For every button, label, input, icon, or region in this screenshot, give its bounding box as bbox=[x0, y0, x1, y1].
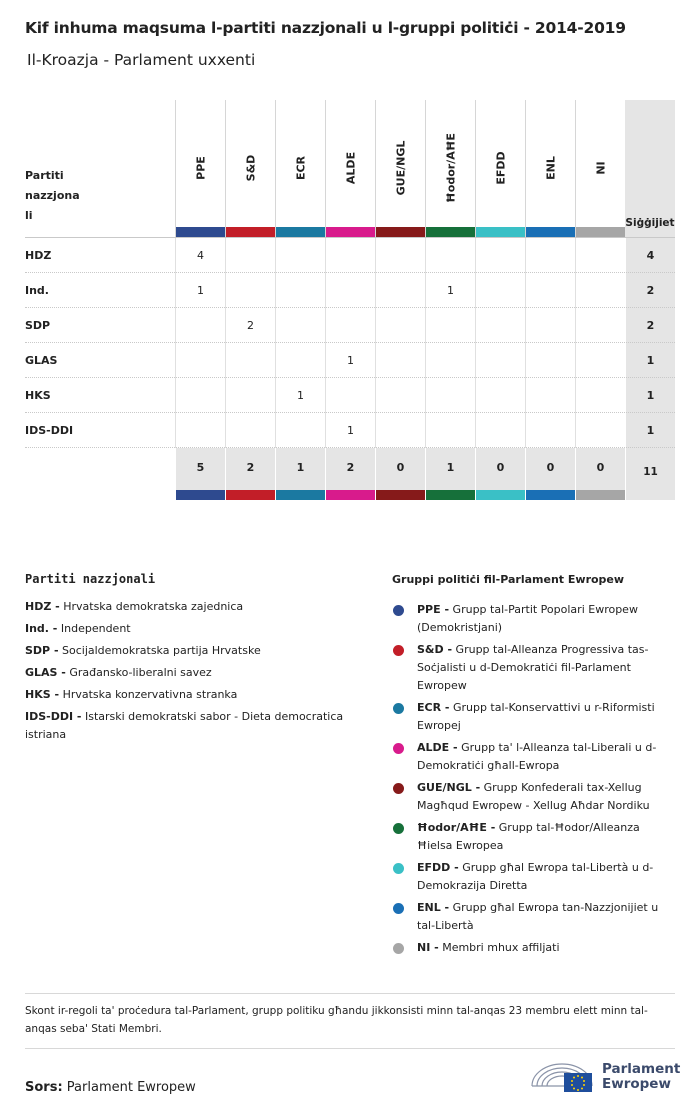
political-group-abbr: EFDD - bbox=[417, 861, 459, 874]
table-row bbox=[25, 237, 675, 272]
row-party-label: HKS bbox=[25, 389, 51, 402]
row-party-label: HDZ bbox=[25, 249, 52, 262]
seat-distribution-matrix bbox=[25, 100, 675, 500]
national-party-name: Građansko-liberalni savez bbox=[69, 666, 212, 679]
page-title: Kif inhuma maqsuma l-partiti nazzjonali u l-gruppi politiċi - 2014-2019 bbox=[25, 19, 626, 37]
seat-cell: 1 bbox=[425, 273, 475, 308]
group-color-bar bbox=[376, 227, 425, 237]
political-group-name: Grupp għal Ewropa tan-Nazzjonijiet u tal-Libertà bbox=[417, 901, 659, 932]
group-color-dot-icon bbox=[393, 645, 404, 656]
group-color-bar bbox=[226, 227, 275, 237]
seat-cell bbox=[375, 238, 425, 273]
seat-cell bbox=[375, 378, 425, 413]
group-column-header bbox=[425, 100, 475, 237]
seat-cell bbox=[525, 378, 575, 413]
seat-cell bbox=[475, 413, 525, 448]
seat-cell bbox=[475, 273, 525, 308]
seat-cell bbox=[575, 273, 625, 308]
political-group-item bbox=[392, 939, 677, 957]
group-color-dot-icon bbox=[393, 903, 404, 914]
seat-cell bbox=[525, 308, 575, 343]
group-column-header bbox=[225, 100, 275, 237]
political-group-abbr: Ħodor/AĦE - bbox=[417, 821, 496, 834]
political-group-abbr: ENL - bbox=[417, 901, 450, 914]
group-header-label: ALDE bbox=[344, 151, 357, 185]
table-row bbox=[25, 307, 675, 342]
political-group-item bbox=[392, 859, 677, 895]
national-party-name: Hrvatska konzervativna stranka bbox=[62, 688, 238, 701]
seat-cell bbox=[275, 343, 325, 378]
group-color-bar bbox=[426, 490, 475, 500]
group-column-header bbox=[475, 100, 525, 237]
national-party-name: Istarski demokratski sabor - Dieta democratica istriana bbox=[25, 710, 344, 741]
seat-cell bbox=[375, 273, 425, 308]
row-party-label: GLAS bbox=[25, 354, 58, 367]
row-party-label: IDS-DDI bbox=[25, 424, 74, 437]
group-color-bar bbox=[576, 227, 625, 237]
seat-cell bbox=[225, 273, 275, 308]
group-total-value: 0 bbox=[496, 461, 505, 474]
seat-cell bbox=[475, 343, 525, 378]
political-group-item bbox=[392, 779, 677, 815]
political-group-item bbox=[392, 601, 677, 637]
national-party-name: Independent bbox=[60, 622, 131, 635]
seat-cell: 1 bbox=[325, 343, 375, 378]
seat-cell: 4 bbox=[175, 238, 225, 273]
political-group-item bbox=[392, 739, 677, 775]
group-total-value: 1 bbox=[296, 461, 305, 474]
political-group-name: Grupp tal-Alleanza Progressiva tas-Soċjalisti u d-Demokratiċi fil-Parlament Ewropew bbox=[417, 643, 649, 692]
seat-cell bbox=[425, 378, 475, 413]
seat-cell: 2 bbox=[225, 308, 275, 343]
group-total-cell bbox=[525, 448, 575, 500]
table-row bbox=[25, 412, 675, 447]
group-column-header bbox=[275, 100, 325, 237]
seat-cell bbox=[325, 273, 375, 308]
group-total-cell bbox=[275, 448, 325, 500]
group-color-bar bbox=[576, 490, 625, 500]
seat-cell: 1 bbox=[175, 273, 225, 308]
group-header-label: PPE bbox=[194, 156, 207, 180]
source-line bbox=[25, 1080, 196, 1095]
seat-cell bbox=[475, 308, 525, 343]
source-value: Parlament Ewropew bbox=[66, 1080, 196, 1095]
seats-column-label: Siġġijiet bbox=[625, 217, 675, 229]
national-party-name: Socijaldemokratska partija Hrvatske bbox=[62, 644, 261, 657]
grand-total-cell bbox=[625, 448, 675, 500]
seat-cell bbox=[575, 378, 625, 413]
political-group-item bbox=[392, 819, 677, 855]
group-column-header bbox=[575, 100, 625, 237]
party-column-header: Partiti nazzjona li bbox=[25, 169, 80, 222]
seat-cell bbox=[525, 273, 575, 308]
national-party-abbr: SDP - bbox=[25, 644, 59, 657]
seat-cell: 1 bbox=[325, 413, 375, 448]
row-total-cell: 4 bbox=[625, 238, 675, 273]
seat-cell bbox=[575, 343, 625, 378]
group-total-value: 2 bbox=[346, 461, 355, 474]
group-color-dot-icon bbox=[393, 823, 404, 834]
parliament-logo-text bbox=[602, 1062, 680, 1092]
seat-cell bbox=[475, 238, 525, 273]
political-group-abbr: GUE/NGL - bbox=[417, 781, 481, 794]
group-column-header bbox=[525, 100, 575, 237]
national-party-item bbox=[25, 664, 355, 682]
group-total-cell bbox=[475, 448, 525, 500]
group-color-bar bbox=[276, 490, 325, 500]
seat-cell bbox=[525, 413, 575, 448]
group-header-label: NI bbox=[594, 161, 607, 175]
national-party-item bbox=[25, 686, 355, 704]
national-party-abbr: GLAS - bbox=[25, 666, 66, 679]
seat-cell bbox=[175, 413, 225, 448]
group-column-header bbox=[325, 100, 375, 237]
group-color-bar bbox=[176, 227, 225, 237]
national-party-item bbox=[25, 708, 355, 744]
group-total-value: 1 bbox=[446, 461, 455, 474]
group-total-cell bbox=[325, 448, 375, 500]
group-color-bar bbox=[226, 490, 275, 500]
totals-row bbox=[25, 447, 675, 499]
political-group-abbr: ALDE - bbox=[417, 741, 458, 754]
seat-cell bbox=[425, 238, 475, 273]
logo-line-1: Parlament bbox=[602, 1061, 681, 1077]
row-total-cell: 2 bbox=[625, 273, 675, 308]
group-color-dot-icon bbox=[393, 703, 404, 714]
seat-cell bbox=[425, 343, 475, 378]
group-color-bar bbox=[376, 490, 425, 500]
seat-cell bbox=[375, 413, 425, 448]
group-total-value: 0 bbox=[596, 461, 605, 474]
table-row bbox=[25, 342, 675, 377]
group-total-cell bbox=[425, 448, 475, 500]
group-color-bar bbox=[476, 490, 525, 500]
row-party-label: SDP bbox=[25, 319, 51, 332]
rules-note: Skont ir-regoli ta' proċedura tal-Parlament, grupp politiku għandu jikkonsisti minn tal-anqas 23 membru elett minn tal-anqas seba' Stati Membri. bbox=[25, 993, 675, 1049]
group-color-bar bbox=[476, 227, 525, 237]
seat-cell bbox=[325, 308, 375, 343]
political-group-item bbox=[392, 699, 677, 735]
national-party-abbr: Ind. - bbox=[25, 622, 58, 635]
group-color-bar bbox=[326, 490, 375, 500]
table-row bbox=[25, 272, 675, 307]
seat-cell bbox=[575, 413, 625, 448]
seats-column-header bbox=[625, 100, 675, 237]
seat-cell bbox=[275, 308, 325, 343]
political-group-name: Membri mhux affiljati bbox=[442, 941, 560, 954]
source-label: Sors: bbox=[25, 1080, 63, 1095]
group-total-cell bbox=[175, 448, 225, 500]
political-group-abbr: PPE - bbox=[417, 603, 450, 616]
seat-cell bbox=[275, 238, 325, 273]
seat-cell bbox=[475, 378, 525, 413]
page-subtitle: Il-Kroazja - Parlament uxxenti bbox=[27, 51, 256, 69]
group-column-header bbox=[175, 100, 225, 237]
group-header-label: S&D bbox=[244, 154, 257, 182]
row-total-cell: 2 bbox=[625, 308, 675, 343]
row-total-cell: 1 bbox=[625, 413, 675, 448]
political-group-item bbox=[392, 899, 677, 935]
group-total-value: 5 bbox=[196, 461, 205, 474]
group-color-bar bbox=[526, 490, 575, 500]
group-total-cell bbox=[575, 448, 625, 500]
seat-cell bbox=[525, 238, 575, 273]
row-total-cell: 1 bbox=[625, 343, 675, 378]
political-group-name: Grupp ta' l-Alleanza tal-Liberali u d-Demokratiċi għall-Ewropa bbox=[417, 741, 657, 772]
seat-cell bbox=[525, 343, 575, 378]
group-total-value: 0 bbox=[546, 461, 555, 474]
seat-cell bbox=[225, 238, 275, 273]
seat-cell bbox=[575, 308, 625, 343]
national-parties-title: Partiti nazzjonali bbox=[25, 572, 156, 586]
seat-cell bbox=[175, 343, 225, 378]
political-group-name: Grupp tal-Ħodor/Alleanza Ħielsa Ewropea bbox=[417, 821, 640, 852]
seat-cell bbox=[375, 343, 425, 378]
seat-cell bbox=[275, 273, 325, 308]
national-party-item bbox=[25, 598, 355, 616]
seat-cell bbox=[375, 308, 425, 343]
seat-cell: 1 bbox=[275, 378, 325, 413]
logo-line-2: Ewropew bbox=[602, 1076, 671, 1092]
seat-cell bbox=[225, 413, 275, 448]
grand-total-value: 11 bbox=[643, 466, 658, 478]
political-group-name: Grupp Konfederali tax-Xellug Magħqud Ewropew - Xellug Aħdar Nordiku bbox=[417, 781, 650, 812]
seat-cell bbox=[275, 413, 325, 448]
political-group-item bbox=[392, 641, 677, 695]
seat-cell bbox=[175, 308, 225, 343]
political-groups-legend bbox=[392, 573, 677, 961]
group-column-header bbox=[375, 100, 425, 237]
national-party-item bbox=[25, 642, 355, 660]
seat-cell bbox=[175, 378, 225, 413]
group-color-bar bbox=[276, 227, 325, 237]
group-total-value: 2 bbox=[246, 461, 255, 474]
national-party-abbr: HDZ - bbox=[25, 600, 60, 613]
table-row bbox=[25, 377, 675, 412]
political-group-abbr: S&D - bbox=[417, 643, 453, 656]
group-header-label: ENL bbox=[544, 156, 557, 180]
seat-cell bbox=[425, 308, 475, 343]
group-header-label: Ħodor/AĦE bbox=[444, 133, 457, 203]
national-party-abbr: IDS-DDI - bbox=[25, 710, 82, 723]
national-parties-legend bbox=[25, 572, 355, 748]
group-total-cell bbox=[375, 448, 425, 500]
row-party-label: Ind. bbox=[25, 284, 49, 297]
seat-cell bbox=[425, 413, 475, 448]
group-color-bar bbox=[426, 227, 475, 237]
group-color-dot-icon bbox=[393, 783, 404, 794]
group-color-dot-icon bbox=[393, 863, 404, 874]
national-party-item bbox=[25, 620, 355, 638]
political-group-name: Grupp għal Ewropa tal-Libertà u d-Demokrazija Diretta bbox=[417, 861, 654, 892]
seat-cell bbox=[225, 378, 275, 413]
political-group-abbr: ECR - bbox=[417, 701, 450, 714]
group-header-label: GUE/NGL bbox=[394, 140, 407, 196]
political-group-name: Grupp tal-Partit Popolari Ewropew (Demokristjani) bbox=[417, 603, 638, 634]
group-color-dot-icon bbox=[393, 605, 404, 616]
group-color-bar bbox=[326, 227, 375, 237]
group-total-cell bbox=[225, 448, 275, 500]
group-total-value: 0 bbox=[396, 461, 405, 474]
national-party-abbr: HKS - bbox=[25, 688, 60, 701]
group-color-dot-icon bbox=[393, 943, 404, 954]
political-group-abbr: NI - bbox=[417, 941, 439, 954]
group-header-label: EFDD bbox=[494, 151, 507, 185]
political-group-name: Grupp tal-Konservattivi u r-Riformisti Ewropej bbox=[417, 701, 655, 732]
group-color-dot-icon bbox=[393, 743, 404, 754]
seat-cell bbox=[325, 378, 375, 413]
seat-cell bbox=[325, 238, 375, 273]
national-party-name: Hrvatska demokratska zajednica bbox=[63, 600, 244, 613]
seat-cell bbox=[225, 343, 275, 378]
political-groups-title: Gruppi politiċi fil-Parlament Ewropew bbox=[392, 573, 625, 586]
group-color-bar bbox=[526, 227, 575, 237]
row-total-cell: 1 bbox=[625, 378, 675, 413]
seat-cell bbox=[575, 238, 625, 273]
group-color-bar bbox=[176, 490, 225, 500]
group-header-label: ECR bbox=[294, 155, 307, 181]
